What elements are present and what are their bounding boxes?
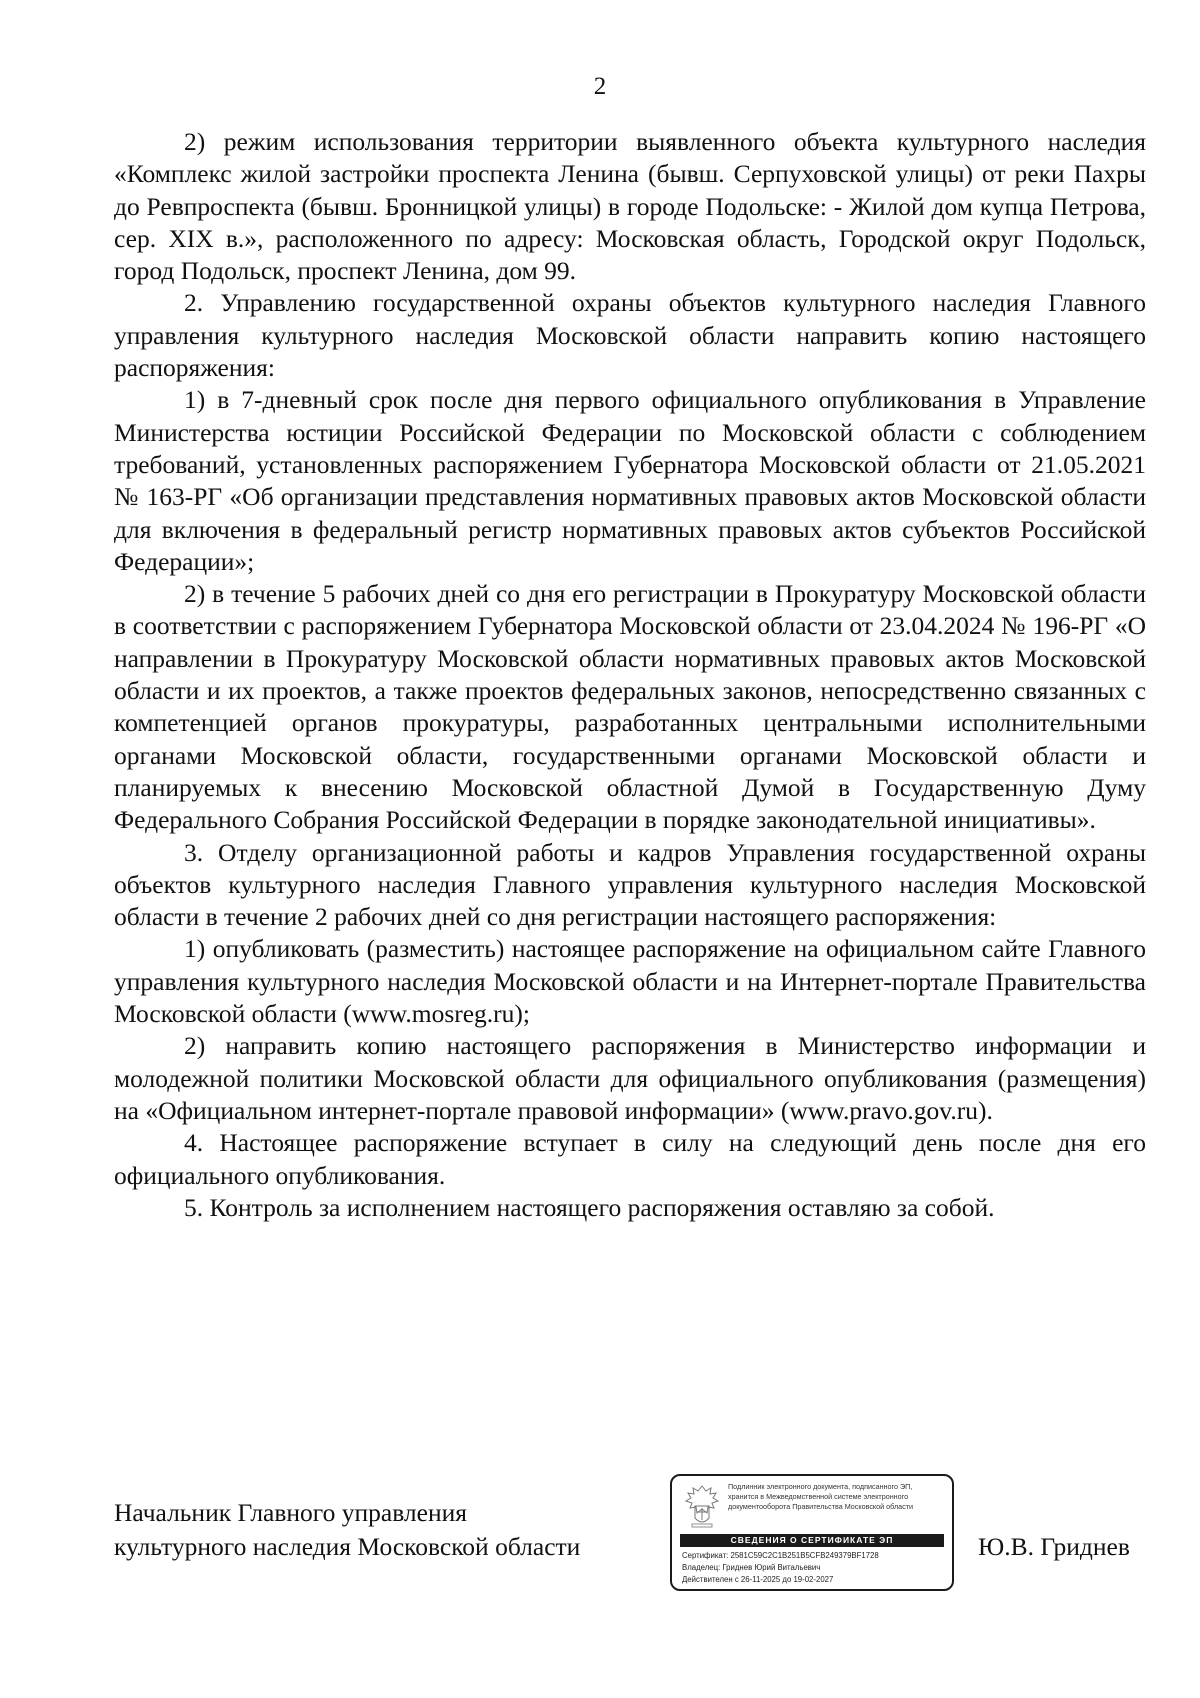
paragraph-clause-5: 5. Контроль за исполнением настоящего распоряжения оставляю за собой. [184, 1192, 995, 1222]
paragraph-clause-3-item-1: 1) опубликовать (разместить) настоящее распоряжение на официальном сайте Главного управления культурного наследия Московской области и на Интернет-портале Правительства Московской области (www.mosreg.ru); [114, 934, 1146, 1029]
paragraph-clause-2: 2. Управлению государственной охраны объектов культурного наследия Главного управления культурного наследия Московской области направить копию настоящего распоряжения: [114, 288, 1146, 383]
page-number: 2 [593, 73, 607, 100]
certificate-details [682, 1550, 948, 1586]
signatory-position [114, 1496, 580, 1564]
position-line-2: культурного наследия Московской области [114, 1532, 581, 1561]
paragraph-clause-2-item-1: 1) в 7-дневный срок после дня первого официального опубликования в Управление Министерства юстиции Российской Федерации по Московской области с соблюдением требований, установленных распоряжением Губернатора Московской области от 21.05.2021 № 163-РГ «Об организации представления нормативных правовых актов Московской области для включения в федеральный регистр нормативных правовых актов субъектов Российской Федерации»; [114, 385, 1146, 576]
paragraph-item-2-regime: 2) режим использования территории выявленного объекта культурного наследия «Комплекс жилой застройки проспекта Ленина (бывш. Серпуховской улицы) от реки Пахры до Ревпроспекта (бывш. Бронницкой улицы) в городе Подольске: - Жилой дом купца Петрова, сер. XIX в.», расположенного по адресу: Московская область, Городской округ Подольск, город Подольск, проспект Ленина, дом 99. [114, 127, 1146, 286]
certificate-number: Сертификат: 2581C59C2C1B251B5CFB249379BF1728 [682, 1551, 879, 1560]
stamp-notice [728, 1482, 950, 1512]
e-signature-stamp [670, 1474, 954, 1591]
certificate-owner: Владелец: Гриднев Юрий Витальевич [682, 1563, 821, 1572]
stamp-notice-line: Подлинник электронного документа, подписанного ЭП, [728, 1482, 913, 1491]
signer-name: Ю.В. Гриднев [978, 1532, 1130, 1561]
coat-of-arms-icon [680, 1482, 724, 1532]
paragraph-clause-3-item-2: 2) направить копию настоящего распоряжения в Министерство информации и молодежной политики Московской области для официального опубликования (размещения) на «Официальном интернет-портале правовой информации» (www.pravo.gov.ru). [114, 1031, 1146, 1125]
paragraph-clause-2-item-2: 2) в течение 5 рабочих дней со дня его регистрации в Прокуратуру Московской области в соответствии с распоряжением Губернатора Московской области от 23.04.2024 № 196-РГ «О направлении в Прокуратуру Московской области нормативных правовых актов Московской области и их проектов, а также проектов федеральных законов, непосредственно связанных с компетенцией органов прокуратуры, разработанных центральными исполнительными органами Московской области, государственными органами Московской области и планируемых к внесению Московской областной Думой в Государственную Думу Федерального Собрания Российской Федерации в порядке законодательной инициативы». [114, 579, 1146, 835]
position-line-1: Начальник Главного управления [114, 1498, 467, 1527]
stamp-notice-line: документооборота Правительства Московской области [728, 1502, 914, 1511]
paragraph-clause-4: 4. Настоящее распоряжение вступает в силу на следующий день после дня его официального опубликования. [114, 1128, 1146, 1190]
stamp-notice-line: хранится в Межведомственной системе электронного [728, 1492, 909, 1501]
document-body [114, 126, 1146, 1224]
paragraph-clause-3: 3. Отделу организационной работы и кадров Управления государственной охраны объектов культурного наследия Главного управления культурного наследия Московской области в течение 2 рабочих дней со дня регистрации настоящего распоряжения: [114, 837, 1146, 932]
certificate-validity: Действителен с 26-11-2025 до 19-02-2027 [682, 1575, 834, 1584]
stamp-banner: СВЕДЕНИЯ О СЕРТИФИКАТЕ ЭП [680, 1534, 944, 1547]
